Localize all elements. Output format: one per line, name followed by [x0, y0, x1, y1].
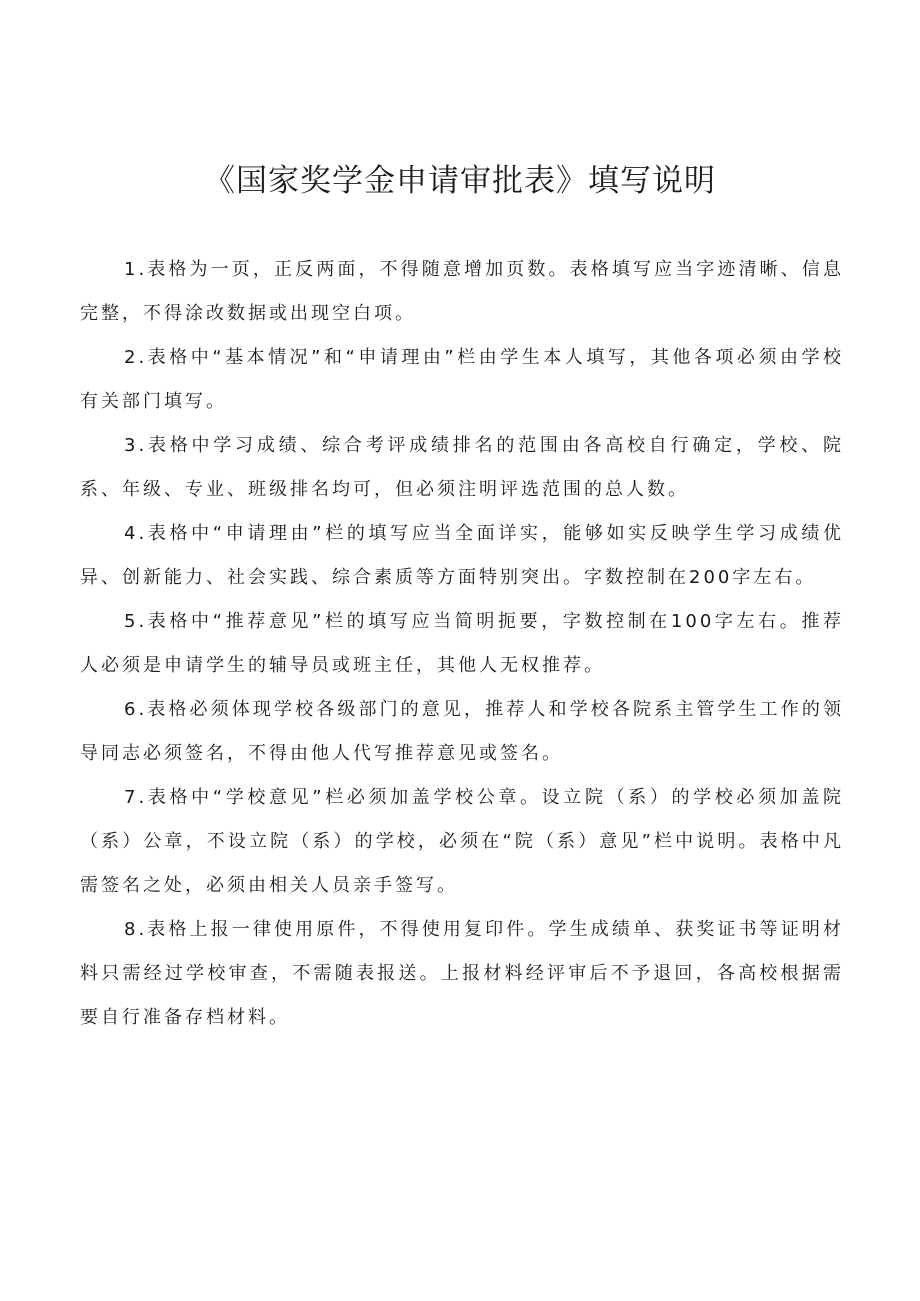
instruction-number: 6	[124, 699, 139, 720]
instruction-list	[80, 248, 844, 1040]
instruction-number: 3	[124, 435, 139, 456]
instruction-item	[80, 248, 844, 336]
instruction-number: 7	[124, 787, 139, 808]
instruction-item	[80, 336, 844, 424]
instruction-text: .表格上报一律使用原件，不得使用复印件。学生成绩单、获奖证书等证明材料只需经过学校审查，不需随表报送。上报材料经评审后不予退回，各高校根据需要自行准备存档材料。	[80, 919, 844, 1028]
instruction-item	[80, 600, 844, 688]
instruction-item	[80, 688, 844, 776]
instruction-number: 1	[124, 259, 139, 280]
instruction-text: .表格中“申请理由”栏的填写应当全面详实，能够如实反映学生学习成绩优异、创新能力、社会实践、综合素质等方面特别突出。字数控制在200字左右。	[80, 523, 844, 588]
instruction-item	[80, 776, 844, 908]
instruction-text: .表格为一页，正反两面，不得随意增加页数。表格填写应当字迹清晰、信息完整，不得涂改数据或出现空白项。	[80, 259, 844, 324]
instruction-number: 8	[124, 919, 139, 940]
instruction-text: .表格中“推荐意见”栏的填写应当简明扼要，字数控制在100字左右。推荐人必须是申请学生的辅导员或班主任，其他人无权推荐。	[80, 611, 844, 676]
instruction-text: .表格中学习成绩、综合考评成绩排名的范围由各高校自行确定，学校、院系、年级、专业、班级排名均可，但必须注明评选范围的总人数。	[80, 435, 844, 500]
instruction-item	[80, 908, 844, 1040]
document-title: 《国家奖学金申请审批表》填写说明	[204, 163, 716, 199]
instruction-item	[80, 424, 844, 512]
instruction-item	[80, 512, 844, 600]
instruction-number: 4	[124, 523, 139, 544]
instruction-number: 5	[124, 611, 139, 632]
instruction-number: 2	[124, 347, 139, 368]
instruction-text: .表格中“学校意见”栏必须加盖学校公章。设立院（系）的学校必须加盖院（系）公章，不设立院（系）的学校，必须在“院（系）意见”栏中说明。表格中凡需签名之处，必须由相关人员亲手签写。	[80, 787, 844, 896]
instruction-text: .表格中“基本情况”和“申请理由”栏由学生本人填写，其他各项必须由学校有关部门填写。	[80, 347, 844, 412]
instruction-text: .表格必须体现学校各级部门的意见，推荐人和学校各院系主管学生工作的领导同志必须签名，不得由他人代写推荐意见或签名。	[80, 699, 844, 764]
